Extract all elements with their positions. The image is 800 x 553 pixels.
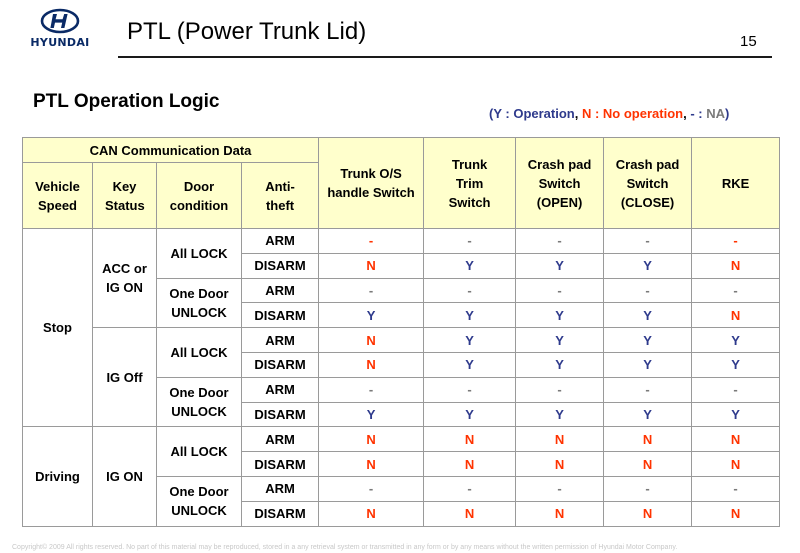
output-cell: - — [319, 476, 424, 501]
output-cell: N — [424, 501, 516, 526]
output-cell: - — [319, 229, 424, 254]
vehicle-speed-cell: Stop — [23, 229, 93, 427]
copyright-footer: Copyright© 2009 All rights reserved. No part of this material may be reproduced, stored in a any retrieval system or transmitted in any form or by any means without the written permission of Hyundai Motor Company. — [12, 544, 678, 551]
output-cell: N — [319, 352, 424, 377]
output-cell: N — [604, 427, 692, 452]
output-cell: Y — [604, 352, 692, 377]
output-cell: N — [692, 452, 780, 477]
output-cell: N — [319, 253, 424, 278]
key-status-cell: ACC or IG ON — [93, 229, 157, 328]
col-anti-theft: Anti-theft — [242, 163, 319, 229]
output-cell: N — [516, 427, 604, 452]
anti-theft-cell: DISARM — [242, 402, 319, 427]
output-cell: Y — [692, 328, 780, 353]
output-cell: N — [516, 501, 604, 526]
legend-operation: Y : Operation — [493, 106, 575, 121]
output-cell: Y — [604, 303, 692, 328]
output-cell: Y — [516, 328, 604, 353]
legend-separator: , — [683, 106, 691, 121]
output-cell: Y — [516, 303, 604, 328]
output-cell: - — [692, 476, 780, 501]
table-row — [23, 229, 780, 254]
output-cell: Y — [424, 352, 516, 377]
col-door-condition: Door condition — [157, 163, 242, 229]
output-cell: N — [604, 501, 692, 526]
output-cell: Y — [604, 402, 692, 427]
legend — [489, 106, 729, 121]
door-condition-cell: All LOCK — [157, 427, 242, 477]
output-cell: N — [319, 328, 424, 353]
anti-theft-cell: DISARM — [242, 253, 319, 278]
output-cell: N — [424, 452, 516, 477]
col-key-status: Key Status — [93, 163, 157, 229]
col-trunk-os-handle: Trunk O/S handle Switch — [319, 138, 424, 229]
output-cell: Y — [516, 352, 604, 377]
legend-na: NA — [706, 106, 725, 121]
legend-close-paren: ) — [724, 106, 730, 121]
output-cell: N — [692, 303, 780, 328]
output-cell: - — [516, 278, 604, 303]
col-crash-pad-open: Crash pad Switch (OPEN) — [516, 138, 604, 229]
anti-theft-cell: ARM — [242, 427, 319, 452]
output-cell: - — [604, 377, 692, 402]
door-condition-cell: One Door UNLOCK — [157, 476, 242, 526]
output-cell: - — [424, 377, 516, 402]
output-cell: - — [516, 377, 604, 402]
output-cell: N — [692, 427, 780, 452]
output-cell: Y — [424, 253, 516, 278]
output-cell: Y — [319, 402, 424, 427]
output-cell: N — [424, 427, 516, 452]
hyundai-h-emblem-icon — [40, 8, 80, 34]
anti-theft-cell: ARM — [242, 278, 319, 303]
anti-theft-cell: DISARM — [242, 352, 319, 377]
door-condition-cell: All LOCK — [157, 328, 242, 378]
col-rke: RKE — [692, 138, 780, 229]
output-cell: Y — [604, 328, 692, 353]
anti-theft-cell: ARM — [242, 229, 319, 254]
ptl-logic-table — [22, 137, 780, 527]
door-condition-cell: One Door UNLOCK — [157, 278, 242, 328]
legend-na-dash: - : — [690, 106, 707, 121]
anti-theft-cell: ARM — [242, 328, 319, 353]
output-cell: - — [319, 377, 424, 402]
logo-text: HYUNDAI — [30, 36, 90, 49]
output-cell: Y — [692, 402, 780, 427]
output-cell: - — [692, 278, 780, 303]
output-cell: - — [604, 278, 692, 303]
anti-theft-cell: DISARM — [242, 452, 319, 477]
output-cell: - — [692, 377, 780, 402]
can-data-group-header: CAN Communication Data — [23, 138, 319, 163]
output-cell: N — [692, 501, 780, 526]
output-cell: - — [424, 278, 516, 303]
output-cell: Y — [516, 253, 604, 278]
page-number: 15 — [740, 33, 757, 50]
col-vehicle-speed: Vehicle Speed — [23, 163, 93, 229]
output-cell: Y — [604, 253, 692, 278]
col-crash-pad-close: Crash pad Switch (CLOSE) — [604, 138, 692, 229]
output-cell: - — [516, 229, 604, 254]
anti-theft-cell: ARM — [242, 377, 319, 402]
table-row — [23, 328, 780, 353]
col-trunk-trim: Trunk Trim Switch — [424, 138, 516, 229]
output-cell: - — [604, 476, 692, 501]
title-divider — [118, 56, 772, 58]
output-cell: Y — [424, 303, 516, 328]
output-cell: - — [604, 229, 692, 254]
output-cell: - — [424, 476, 516, 501]
output-cell: - — [516, 476, 604, 501]
section-subtitle: PTL Operation Logic — [33, 91, 220, 112]
output-cell: - — [424, 229, 516, 254]
output-cell: - — [319, 278, 424, 303]
legend-no-operation: N : No operation — [581, 106, 684, 121]
vehicle-speed-cell: Driving — [23, 427, 93, 526]
output-cell: N — [319, 452, 424, 477]
output-cell: Y — [319, 303, 424, 328]
legend-open-paren: ( — [489, 106, 494, 121]
output-cell: - — [692, 229, 780, 254]
anti-theft-cell: DISARM — [242, 501, 319, 526]
hyundai-logo — [26, 8, 94, 50]
key-status-cell: IG ON — [93, 427, 157, 526]
output-cell: Y — [424, 402, 516, 427]
door-condition-cell: One Door UNLOCK — [157, 377, 242, 427]
output-cell: N — [604, 452, 692, 477]
output-cell: N — [319, 427, 424, 452]
output-cell: N — [516, 452, 604, 477]
output-cell: Y — [692, 352, 780, 377]
table-row — [23, 427, 780, 452]
key-status-cell: IG Off — [93, 328, 157, 427]
page-title: PTL (Power Trunk Lid) — [127, 18, 367, 45]
door-condition-cell: All LOCK — [157, 229, 242, 279]
output-cell: N — [692, 253, 780, 278]
output-cell: Y — [516, 402, 604, 427]
anti-theft-cell: DISARM — [242, 303, 319, 328]
legend-separator: , — [574, 106, 582, 121]
anti-theft-cell: ARM — [242, 476, 319, 501]
output-cell: N — [319, 501, 424, 526]
output-cell: Y — [424, 328, 516, 353]
